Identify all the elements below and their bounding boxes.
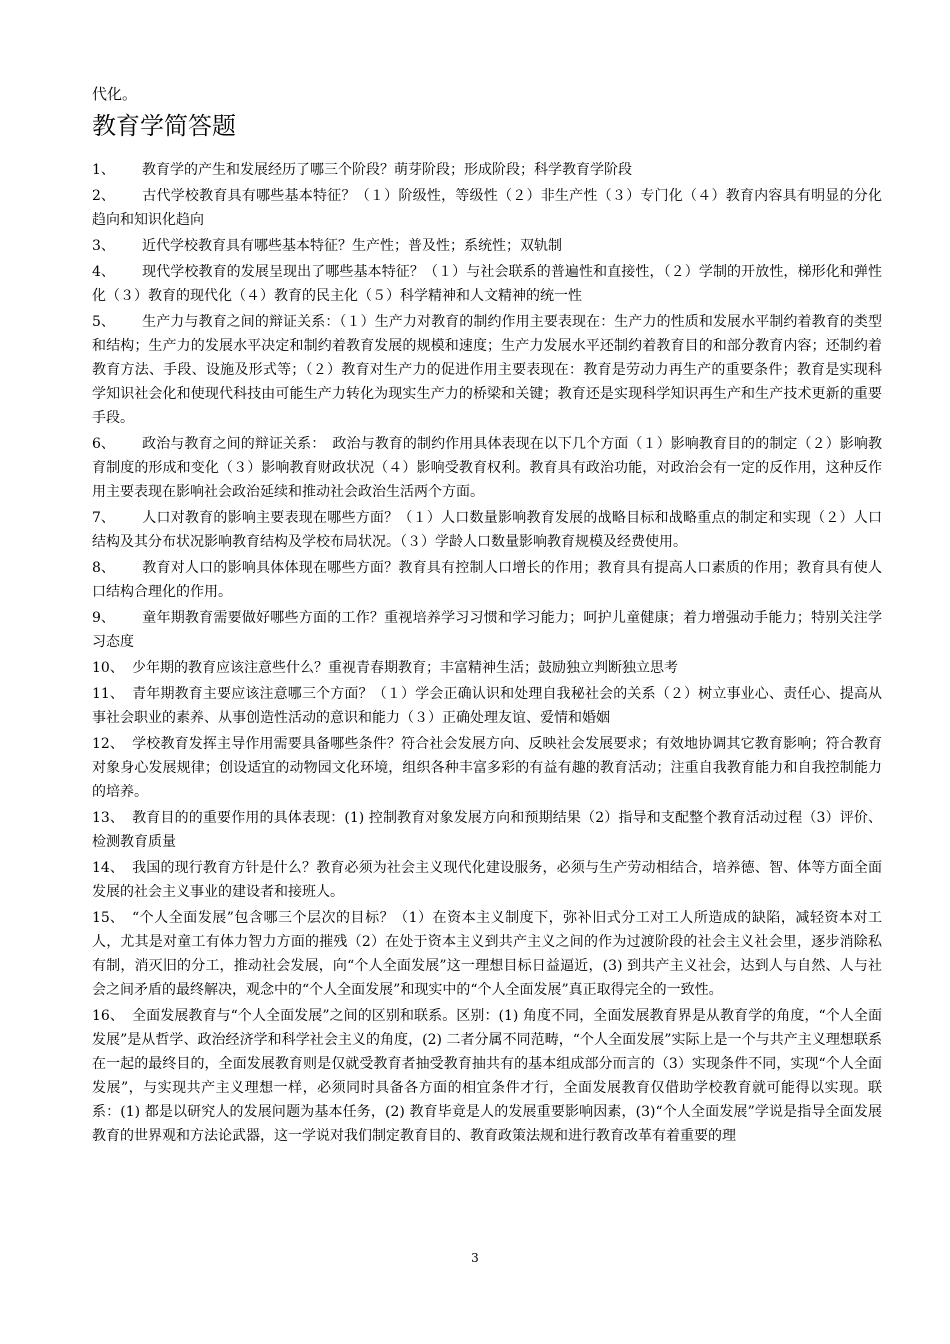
question-text: 童年期教育需要做好哪些方面的工作？重视培养学习习惯和学习能力；呵护儿童健康；着力增强动手能力；特别关注学习态度 xyxy=(92,610,882,650)
section-heading: 教育学简答题 xyxy=(92,112,236,140)
question-item xyxy=(92,682,882,730)
question-item xyxy=(92,806,882,854)
question-number: 15、 xyxy=(92,910,124,926)
question-number: 16、 xyxy=(92,1008,124,1024)
question-text: 现代学校教育的发展呈现出了哪些基本特征？（１）与社会联系的普遍性和直接性，（２）学制的开放性，梯形化和弹性化（３）教育的现代化（４）教育的民主化（５）科学精神和人文精神的统一性 xyxy=(92,264,882,304)
question-item xyxy=(92,606,882,654)
question-text: “个人全面发展”包含哪三个层次的目标？（1）在资本主义制度下，弥补旧式分工对工人所造成的缺陷，减轻资本对工人，尤其是对童工有体力智力方面的摧残（2）在处于资本主义到共产主义之间的作为过渡阶段的社会主义社会里，逐步消除私有制，消灭旧的分工，推动社会发展，向“个人全面发展”这一理想目标日益逼近，(3) 到共产主义社会，达到人与自然、人与社会之间矛盾的最终解决，观念中的“个人全面发展”和现实中的“个人全面发展”真正取得完全的一致性。 xyxy=(92,910,882,998)
question-number: 10、 xyxy=(92,660,124,676)
question-number: 3、 xyxy=(92,238,115,254)
question-text: 古代学校教育具有哪些基本特征？（１）阶级性，等级性（２）非生产性（３）专门化（４）教育内容具有明显的分化趋向和知识化趋向 xyxy=(92,188,882,228)
question-text: 少年期的教育应该注意些什么？重视青春期教育；丰富精神生活；鼓励独立判断独立思考 xyxy=(132,660,678,676)
question-item xyxy=(92,234,882,258)
question-text: 生产力与教育之间的辩证关系：（１）生产力对教育的制约作用主要表现在：生产力的性质和发展水平制约着教育的类型和结构；生产力的发展水平决定和制约着教育发展的规模和速度；生产力发展水平还制约着教育目的和部分教育内容；还制约着教育方法、手段、设施及形式等；（２）教育对生产力的促进作用主要表现在：教育是劳动力再生产的重要条件；教育是实现科学知识社会化和使现代科技由可能生产力转化为现实生产力的桥梁和关键；教育还是实现科学知识再生产和生产技术更新的重要手段。 xyxy=(92,314,882,426)
continued-text: 代化。 xyxy=(92,85,138,103)
question-item xyxy=(92,856,882,904)
question-number: 4、 xyxy=(92,264,115,280)
question-number: 9、 xyxy=(92,610,115,626)
question-item xyxy=(92,556,882,604)
question-number: 12、 xyxy=(92,736,124,752)
question-item xyxy=(92,432,882,504)
question-text: 近代学校教育具有哪些基本特征？生产性；普及性；系统性；双轨制 xyxy=(142,238,562,254)
question-number: 1、 xyxy=(92,162,115,178)
question-item xyxy=(92,506,882,554)
question-item xyxy=(92,732,882,804)
question-number: 13、 xyxy=(92,810,124,826)
page-number: 3 xyxy=(471,1251,479,1265)
question-text: 人口对教育的影响主要表现在哪些方面？（１）人口数量影响教育发展的战略目标和战略重点的制定和实现（２）人口结构及其分布状况影响教育结构及学校布局状况。（３）学龄人口数量影响教育规模及经费使用。 xyxy=(92,510,882,550)
question-list xyxy=(92,158,882,1148)
question-text: 教育学的产生和发展经历了哪三个阶段？萌芽阶段；形成阶段；科学教育学阶段 xyxy=(142,162,632,178)
question-text: 教育目的的重要作用的具体表现：(1) 控制教育对象发展方向和预期结果（2）指导和支配整个教育活动过程（3）评价、检测教育质量 xyxy=(92,810,882,850)
question-item xyxy=(92,906,882,1002)
question-text: 我国的现行教育方针是什么？教育必须为社会主义现代化建设服务，必须与生产劳动相结合，培养德、智、体等方面全面发展的社会主义事业的建设者和接班人。 xyxy=(92,860,882,900)
question-item xyxy=(92,1004,882,1148)
question-text: 青年期教育主要应该注意哪三个方面？（１）学会正确认识和处理自我秘社会的关系（２）树立事业心、责任心、提高从事社会职业的素养、从事创造性活动的意识和能力（３）正确处理友谊、爱情和婚姻 xyxy=(92,686,882,726)
question-number: 6、 xyxy=(92,436,115,452)
question-item xyxy=(92,184,882,232)
question-number: 11、 xyxy=(92,686,124,702)
question-text: 全面发展教育与“个人全面发展”之间的区别和联系。区别：(1) 角度不同，全面发展教育界是从教育学的角度，“个人全面发展”是从哲学、政治经济学和科学社会主义的角度，(2) 二者分属不同范畴，“个人全面发展”实际上是一个与共产主义理想联系在一起的最终目的，全面发展教育则是仅就受教育者抽受教育抽共有的基本组成部分而言的（3）实现条件不同，实现“个人全面发展”，与实现共产主义理想一样，必须同时具备各方面的相宜条件才行，全面发展教育仅借助学校教育就可能得以实现。联系：(1) 都是以研究人的发展问题为基本任务，(2) 教育毕竟是人的发展重要影响因素，(3)“个人全面发展”学说是指导全面发展教育的世界观和方法论武器，这一学说对我们制定教育目的、教育政策法规和进行教育改革有着重要的理 xyxy=(92,1008,882,1144)
question-number: 14、 xyxy=(92,860,124,876)
question-number: 5、 xyxy=(92,314,115,330)
question-text: 政治与教育之间的辩证关系： 政治与教育的制约作用具体表现在以下几个方面（１）影响教育目的的制定（２）影响教育制度的形成和变化（３）影响教育财政状况（４）影响受教育权利。教育具有政治功能，对政治会有一定的反作用，这种反作用主要表现在影响社会政治延续和推动社会政治生活两个方面。 xyxy=(92,436,882,500)
question-item xyxy=(92,260,882,308)
question-number: 2、 xyxy=(92,188,115,204)
question-item xyxy=(92,310,882,430)
question-item xyxy=(92,158,882,182)
question-text: 学校教育发挥主导作用需要具备哪些条件？符合社会发展方向、反映社会发展要求；有效地协调其它教育影响；符合教育对象身心发展规律；创设适宜的动物园文化环境，组织各种丰富多彩的有益有趣的教育活动；注重自我教育能力和自我控制能力的培养。 xyxy=(92,736,882,800)
question-item xyxy=(92,656,882,680)
question-text: 教育对人口的影响具体体现在哪些方面？教育具有控制人口增长的作用；教育具有提高人口素质的作用；教育具有使人口结构合理化的作用。 xyxy=(92,560,882,600)
question-number: 8、 xyxy=(92,560,115,576)
question-number: 7、 xyxy=(92,510,115,526)
document-page xyxy=(92,82,882,1150)
